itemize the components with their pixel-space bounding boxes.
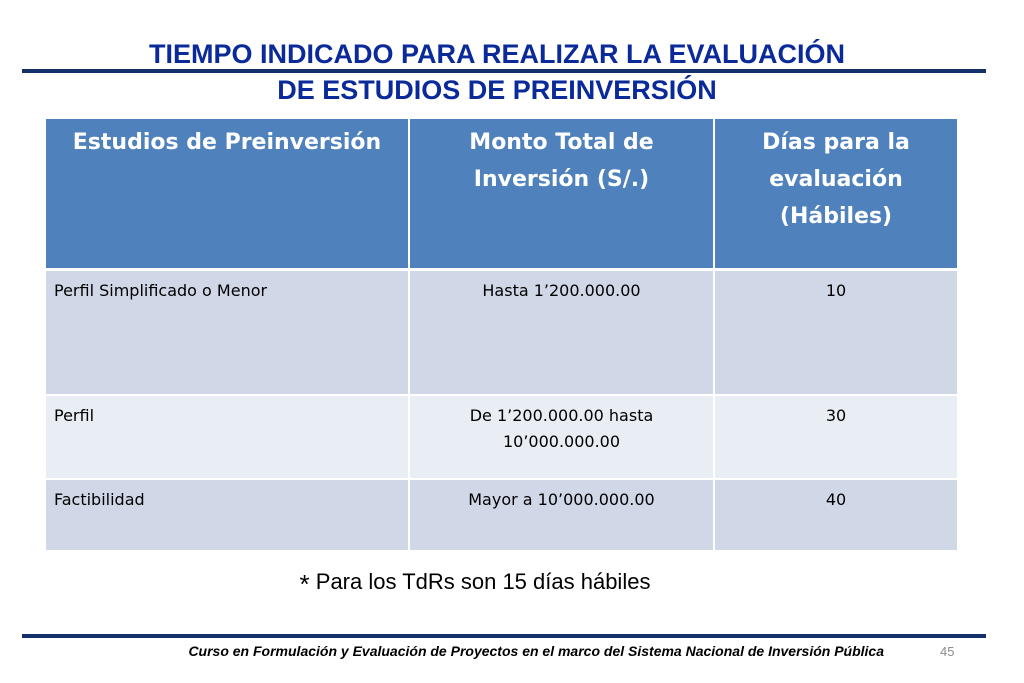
header-dias-evaluacion: Días para la evaluación (Hábiles) xyxy=(714,119,957,269)
cell-monto: Hasta 1’200.000.00 xyxy=(409,269,714,395)
tdr-note xyxy=(0,569,950,600)
cell-dias: 40 xyxy=(714,479,957,551)
slide-title-line-1: TIEMPO INDICADO PARA REALIZAR LA EVALUACIÓN xyxy=(149,39,845,69)
cell-dias: 10 xyxy=(714,269,957,395)
evaluation-time-table xyxy=(46,119,957,552)
bottom-divider xyxy=(22,634,986,638)
header-estudios: Estudios de Preinversión xyxy=(46,119,409,269)
cell-estudio: Perfil xyxy=(46,395,409,479)
tdr-note-text: Para los TdRs son 15 días hábiles xyxy=(309,569,651,594)
table-row xyxy=(46,479,957,551)
header-monto-total: Monto Total de Inversión (S/.) xyxy=(409,119,714,269)
cell-monto: De 1’200.000.00 hasta 10’000.000.00 xyxy=(409,395,714,479)
cell-estudio: Perfil Simplificado o Menor xyxy=(46,269,409,395)
table-row xyxy=(46,269,957,395)
cell-dias: 30 xyxy=(714,395,957,479)
table-row xyxy=(46,395,957,479)
course-footer: Curso en Formulación y Evaluación de Proyectos en el marco del Sistema Nacional de Inversión Pública xyxy=(188,643,884,659)
top-divider xyxy=(22,69,986,73)
slide-title-line-2: DE ESTUDIOS DE PREINVERSIÓN xyxy=(277,75,717,105)
page-number: 45 xyxy=(940,644,955,659)
asterisk-mark: * xyxy=(299,569,310,599)
cell-estudio: Factibilidad xyxy=(46,479,409,551)
table-header-row xyxy=(46,119,957,269)
cell-monto: Mayor a 10’000.000.00 xyxy=(409,479,714,551)
